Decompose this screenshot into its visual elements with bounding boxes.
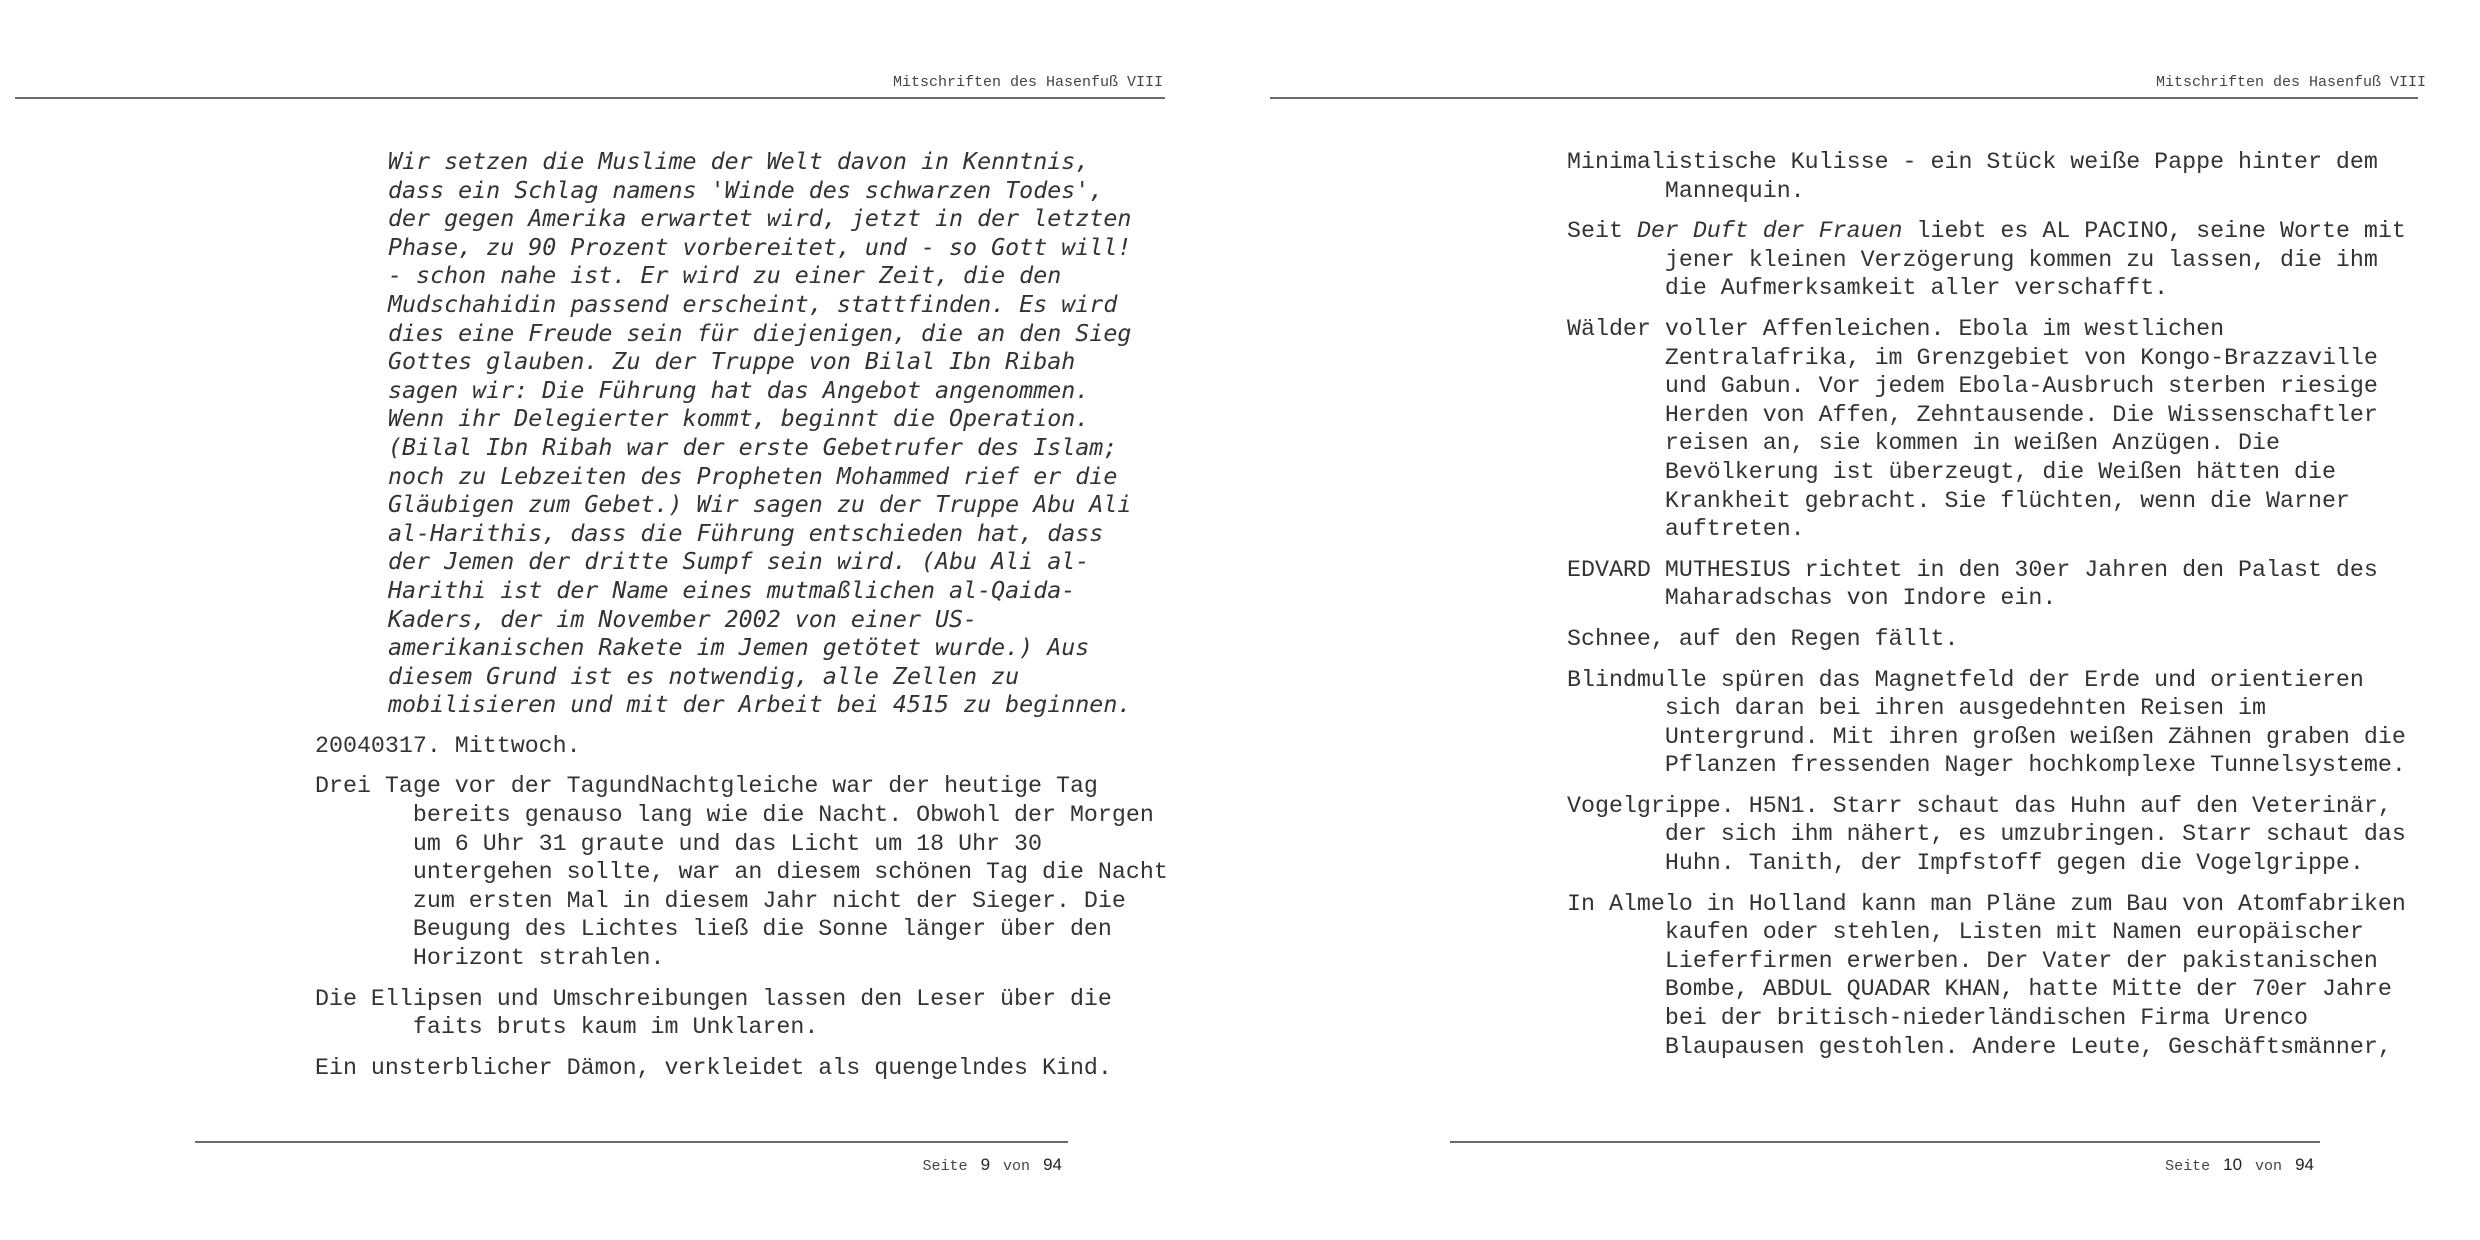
paragraph: Ein unsterblicher Dämon, verkleidet als quengelndes Kind. <box>315 1054 1112 1081</box>
footer-divider <box>1450 1141 2320 1143</box>
paragraph: Die Ellipsen und Umschreibungen lassen den Leser über die faits bruts kaum im Unklaren. <box>315 985 1112 1041</box>
page-body <box>1567 148 2406 1073</box>
page-number-footer <box>2165 1155 2318 1175</box>
footer-prefix: Seite <box>2165 1158 2211 1175</box>
running-header: Mitschriften des Hasenfuß VIII <box>892 74 1163 91</box>
paragraph: Blindmulle spüren das Magnetfeld der Erde und orientieren sich daran bei ihren ausgedehnten Reisen im Untergrund. Mit ihren großen weißen Zähnen graben die Pflanzen fressenden Nager hochkomplexe Tunnelsysteme. <box>1567 666 2406 779</box>
paragraph: Drei Tage vor der TagundNachtgleiche war der heutige Tag bereits genauso lang wie die Nacht. Obwohl der Morgen um 6 Uhr 31 graute und das Licht um 18 Uhr 30 untergehen sollte, war an diesem schönen Tag die Nacht zum ersten Mal in diesem Jahr nicht der Sieger. Die Beugung des Lichtes ließ die Sonne länger über den Horizont strahlen. <box>315 773 1168 972</box>
header-divider <box>1270 97 2418 99</box>
paragraph: EDVARD MUTHESIUS richtet in den 30er Jahren den Palast des Maharadschas von Indore ein. <box>1567 556 2378 612</box>
total-page-count: 94 <box>1043 1155 1062 1174</box>
paragraph: In Almelo in Holland kann man Pläne zum Bau von Atomfabriken kaufen oder stehlen, Listen mit Namen europäischer Lieferfirmen erwerben. Der Vater der pakistanischen Bombe, ABDUL QUADAR KHAN, hatte Mitte der 70er Jahre bei der britisch-niederländischen Firma Urenco Blaupausen gestohlen. Andere Leute, Geschäftsmänner, <box>1567 890 2406 1060</box>
current-page-number: 10 <box>2223 1155 2243 1174</box>
footer-prefix: Seite <box>922 1158 968 1175</box>
page-body <box>315 148 1168 1094</box>
footer-of: von <box>2255 1158 2283 1175</box>
block-quote: Wir setzen die Muslime der Welt davon in Kenntnis, dass ein Schlag namens 'Winde des schwarzen Todes', der gegen Amerika erwartet wird, jetzt in der letzten Phase, zu 90 Prozent vorbereitet, und - so Gott will! - schon nahe ist. Er wird zu einer Zeit, die den Mudschahidin passend erscheint, stattfinden. Es wird dies eine Freude sein für diejenigen, die an den Sieg Gottes glauben. Zu der Truppe von Bilal Ibn Ribah sagen wir: Die Führung hat das Angebot angenommen. Wenn ihr Delegierter kommt, beginnt die Operation. (Bilal Ibn Ribah war der erste Gebetrufer des Islam; noch zu Lebzeiten des Propheten Mohammed rief er die Gläubigen zum Gebet.) Wir sagen zu der Truppe Abu Ali al-Harithis, dass die Führung entschieden hat, dass der Jemen der dritte Sumpf sein wird. (Abu Ali al- Harithi ist der Name eines mutmaßlichen al-Qaida- Kaders, der im November 2002 von einer US- amerikanischen Rakete im Jemen getötet wurde.) Aus diesem Grund ist es notwendig, alle Zellen zu mobilisieren und mit der Arbeit bei 4515 zu beginnen. <box>388 148 1132 719</box>
diary-date: 20040317. Mittwoch. <box>315 732 581 759</box>
paragraph: Wälder voller Affenleichen. Ebola im westlichen Zentralafrika, im Grenzgebiet von Kongo-Brazzaville und Gabun. Vor jedem Ebola-Ausbruch sterben riesige Herden von Affen, Zehntausende. Die Wissenschaftler reisen an, sie kommen in weißen Anzügen. Die Bevölkerung ist überzeugt, die Weißen hätten die Krankheit gebracht. Sie flüchten, wenn die Warner auftreten. <box>1567 315 2378 543</box>
total-page-count: 94 <box>2295 1155 2314 1174</box>
film-title: Der Duft der Frauen <box>1636 218 1903 245</box>
current-page-number: 9 <box>980 1155 991 1174</box>
page-number-footer <box>923 1155 1066 1175</box>
paragraph: Schnee, auf den Regen fällt. <box>1567 625 1959 652</box>
footer-divider <box>195 1141 1068 1143</box>
paragraph-pacino: Seit Der Duft der Frauen liebt es AL PACINO, seine Worte mit jener kleinen Verzögerung kommen zu lassen, die ihm die Aufmerksamkeit aller verschafft. <box>1567 218 2406 302</box>
paragraph: Minimalistische Kulisse - ein Stück weiße Pappe hinter dem Mannequin. <box>1567 149 2378 204</box>
header-divider <box>15 97 1165 99</box>
paragraph: Vogelgrippe. H5N1. Starr schaut das Huhn auf den Veterinär, der sich ihm nähert, es umzubringen. Starr schaut das Huhn. Tanith, der Impfstoff gegen die Vogelgrippe. <box>1567 792 2406 877</box>
footer-of: von <box>1003 1158 1031 1175</box>
running-header: Mitschriften des Hasenfuß VIII <box>2155 74 2426 91</box>
right-page <box>1240 0 2480 1240</box>
